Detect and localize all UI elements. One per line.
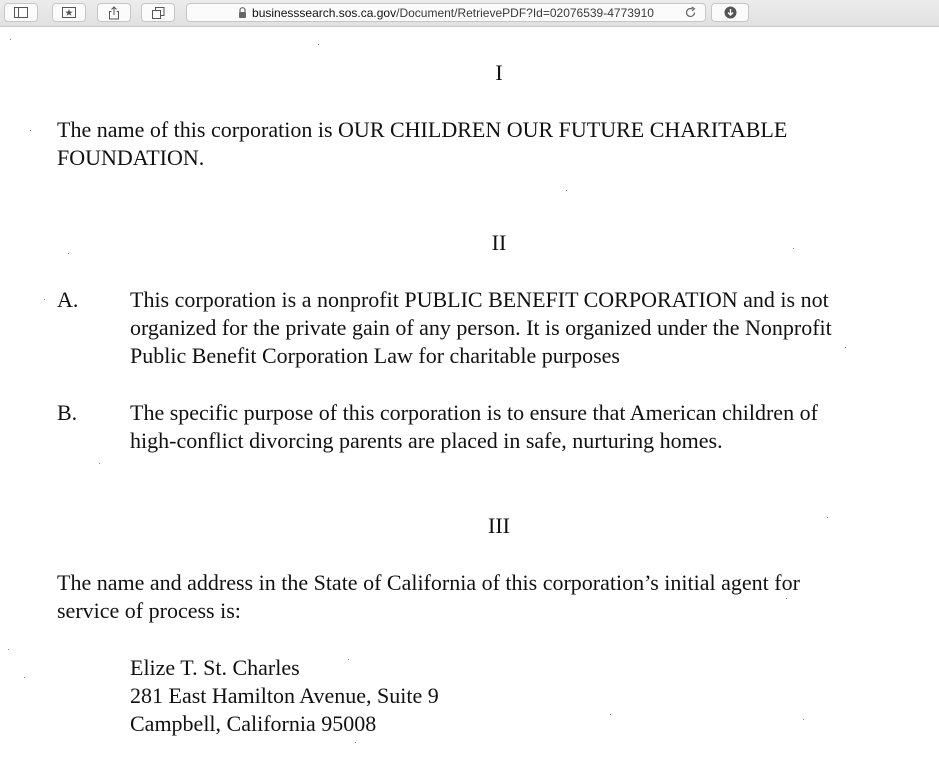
share-icon [108, 6, 120, 20]
scan-speck [8, 649, 9, 650]
article-numeral-2: II [491, 230, 507, 255]
clause-a-label: A. [57, 287, 79, 312]
url-path: /Document/RetrievePDF?Id=02076539-4773910 [396, 5, 654, 20]
clause-b-label: B. [57, 400, 78, 425]
scan-speck [355, 742, 356, 743]
article3-line-1: The name and address in the State of California of this corporation’s initial agent for [57, 570, 800, 595]
scan-speck [99, 463, 100, 464]
scan-speck [610, 714, 611, 715]
clause-b-line-2: high-conflict divorcing parents are placed in safe, nurturing homes. [130, 428, 723, 453]
agent-city: Campbell, California 95008 [130, 711, 377, 736]
clause-a-line-3: Public Benefit Corporation Law for charitable purposes [130, 343, 620, 368]
scan-speck [10, 39, 11, 40]
pdf-document [0, 27, 939, 757]
agent-street: 281 East Hamilton Avenue, Suite 9 [130, 683, 439, 708]
url-text [252, 6, 654, 20]
article-numeral-3: III [488, 513, 510, 538]
scan-speck [318, 44, 319, 45]
tabs-button[interactable] [141, 3, 175, 22]
scan-speck [845, 347, 846, 348]
bookmarks-button[interactable] [52, 3, 86, 22]
lock-icon [238, 7, 247, 18]
article1-line-1: The name of this corporation is OUR CHILDREN OUR FUTURE CHARITABLE [57, 117, 788, 142]
article1-line-2: FOUNDATION. [57, 145, 205, 170]
scan-speck [786, 598, 787, 599]
scan-speck [827, 517, 828, 518]
scan-speck [803, 719, 804, 720]
article3-line-2: service of process is: [57, 598, 241, 623]
clause-b-line-1: The specific purpose of this corporation is to ensure that American children of [130, 400, 818, 425]
sidebar-button[interactable] [4, 3, 38, 22]
share-button[interactable] [97, 3, 131, 22]
tabs-icon [152, 7, 165, 19]
browser-toolbar [0, 0, 939, 27]
scan-speck [566, 190, 567, 191]
scan-speck [348, 659, 349, 660]
scan-speck [68, 253, 69, 254]
scan-speck [30, 130, 31, 131]
sidebar-icon [14, 7, 28, 18]
url-host: businesssearch.sos.ca.gov [252, 5, 397, 20]
scan-speck [793, 248, 794, 249]
clause-a-line-2: organized for the private gain of any person. It is organized under the Nonprofit [130, 315, 832, 340]
scan-speck [44, 299, 45, 300]
agent-name: Elize T. St. Charles [130, 655, 300, 680]
downloads-button[interactable] [711, 3, 749, 22]
reload-icon[interactable] [684, 6, 697, 19]
address-bar[interactable] [186, 3, 706, 22]
bookmarks-icon [62, 7, 76, 18]
download-icon [724, 6, 737, 19]
article-numeral-1: I [495, 60, 503, 85]
scan-speck [24, 677, 25, 678]
clause-a-line-1: This corporation is a nonprofit PUBLIC BENEFIT CORPORATION and is not [130, 287, 829, 312]
